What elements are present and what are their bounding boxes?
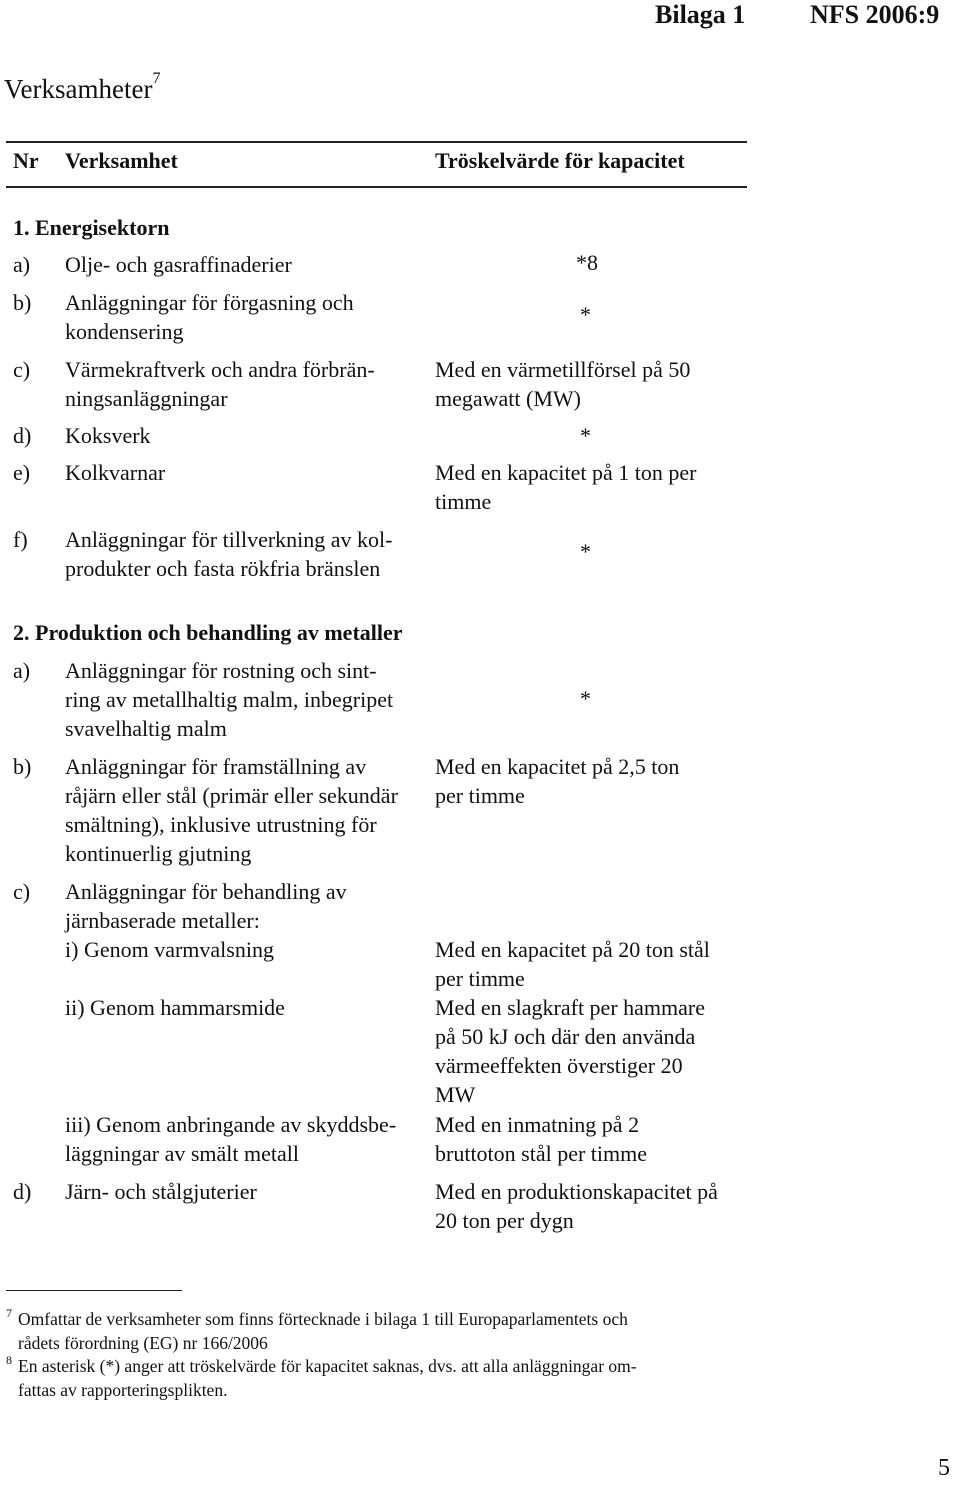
row-activity: Kolkvarnar	[65, 460, 166, 485]
row-threshold: *	[580, 302, 591, 327]
row-threshold-cont: 20 ton per dygn	[435, 1208, 574, 1233]
row-activity-cont: kontinuerlig gjutning	[65, 841, 252, 866]
row-activity: i) Genom varmvalsning	[65, 937, 274, 962]
footnote-ref-7: 7	[152, 70, 161, 87]
col-header-nr: Nr	[13, 148, 39, 173]
row-threshold: Med en värmetillförsel på 50	[435, 357, 691, 382]
row-activity: Olje- och gasraffinaderier	[65, 252, 292, 277]
row-activity: Järn- och stålgjuterier	[65, 1179, 257, 1204]
row-nr: b)	[13, 290, 32, 315]
row-activity-cont: råjärn eller stål (primär eller sekundär	[65, 783, 398, 808]
row-threshold-cont: megawatt (MW)	[435, 386, 581, 411]
row-activity: Värmekraftverk och andra förbrän-	[65, 357, 375, 382]
table-header-rule	[6, 186, 747, 188]
row-nr: a)	[13, 658, 31, 683]
row-nr: f)	[13, 527, 28, 552]
row-activity-cont: järnbaserade metaller:	[65, 908, 260, 933]
appendix-label: Bilaga 1	[655, 0, 746, 29]
row-threshold: *8	[576, 250, 598, 275]
row-threshold-cont: per timme	[435, 966, 525, 991]
section-title-metals: 2. Produktion och behandling av metaller	[13, 620, 403, 645]
row-activity-cont: ningsanläggningar	[65, 386, 228, 411]
footnote-number: 8	[6, 1353, 12, 1367]
row-activity-cont: ring av metallhaltig malm, inbegripet	[65, 687, 394, 712]
row-nr: a)	[13, 252, 31, 277]
row-activity-cont: läggningar av smält metall	[65, 1141, 299, 1166]
row-nr: c)	[13, 879, 31, 904]
row-threshold: Med en kapacitet på 1 ton per	[435, 460, 697, 485]
footnote-text: En asterisk (*) anger att tröskelvärde för kapacitet saknas, dvs. att alla anläggningar om-	[18, 1356, 637, 1376]
row-activity-cont: svavelhaltig malm	[65, 716, 227, 741]
row-activity: Anläggningar för rostning och sint-	[65, 658, 377, 683]
footnote-text: Omfattar de verksamheter som finns förtecknade i bilaga 1 till Europaparlamentets och	[18, 1309, 628, 1329]
row-threshold: *	[580, 423, 591, 448]
col-header-activity: Verksamhet	[65, 148, 178, 173]
row-activity: Koksverk	[65, 423, 151, 448]
row-activity-cont: kondensering	[65, 319, 184, 344]
row-activity: Anläggningar för förgasning och	[65, 290, 354, 315]
row-threshold: Med en slagkraft per hammare	[435, 995, 705, 1020]
row-activity: Anläggningar för tillverkning av kol-	[65, 527, 393, 552]
row-threshold: Med en kapacitet på 20 ton stål	[435, 937, 710, 962]
row-threshold-cont: per timme	[435, 783, 525, 808]
footnote-rule	[6, 1290, 182, 1291]
row-threshold-cont: värmeeffekten överstiger 20	[435, 1053, 683, 1078]
row-threshold: Med en kapacitet på 2,5 ton	[435, 754, 680, 779]
col-header-threshold: Tröskelvärde för kapacitet	[435, 148, 685, 173]
footnote-text-cont: rådets förordning (EG) nr 166/2006	[18, 1333, 268, 1353]
row-threshold: *	[580, 539, 591, 564]
row-threshold: *	[580, 686, 591, 711]
document-code: NFS 2006:9	[810, 0, 940, 29]
page-title	[4, 70, 161, 105]
row-activity-cont: produkter och fasta rökfria bränslen	[65, 556, 381, 581]
row-activity: Anläggningar för behandling av	[65, 879, 347, 904]
row-activity: ii) Genom hammarsmide	[65, 995, 285, 1020]
row-nr: e)	[13, 460, 31, 485]
row-nr: b)	[13, 754, 32, 779]
row-activity: Anläggningar för framställning av	[65, 754, 367, 779]
page-number: 5	[938, 1455, 950, 1481]
row-threshold-cont: på 50 kJ och där den använda	[435, 1024, 696, 1049]
row-nr: d)	[13, 1179, 32, 1204]
table-top-rule	[6, 141, 747, 143]
row-nr: d)	[13, 423, 32, 448]
section-title-energy: 1. Energisektorn	[13, 215, 170, 240]
row-threshold-cont: timme	[435, 489, 492, 514]
row-activity: iii) Genom anbringande av skyddsbe-	[65, 1112, 397, 1137]
row-nr: c)	[13, 357, 31, 382]
footnote-text-cont: fattas av rapporteringsplikten.	[18, 1380, 228, 1400]
row-threshold-cont: bruttoton stål per timme	[435, 1141, 648, 1166]
row-activity-cont: smältning), inklusive utrustning för	[65, 812, 377, 837]
row-threshold: Med en inmatning på 2	[435, 1112, 640, 1137]
row-threshold-cont: MW	[435, 1082, 476, 1107]
row-threshold: Med en produktionskapacitet på	[435, 1179, 718, 1204]
footnote-number: 7	[6, 1306, 12, 1320]
page-title-text: Verksamheter	[4, 74, 153, 104]
